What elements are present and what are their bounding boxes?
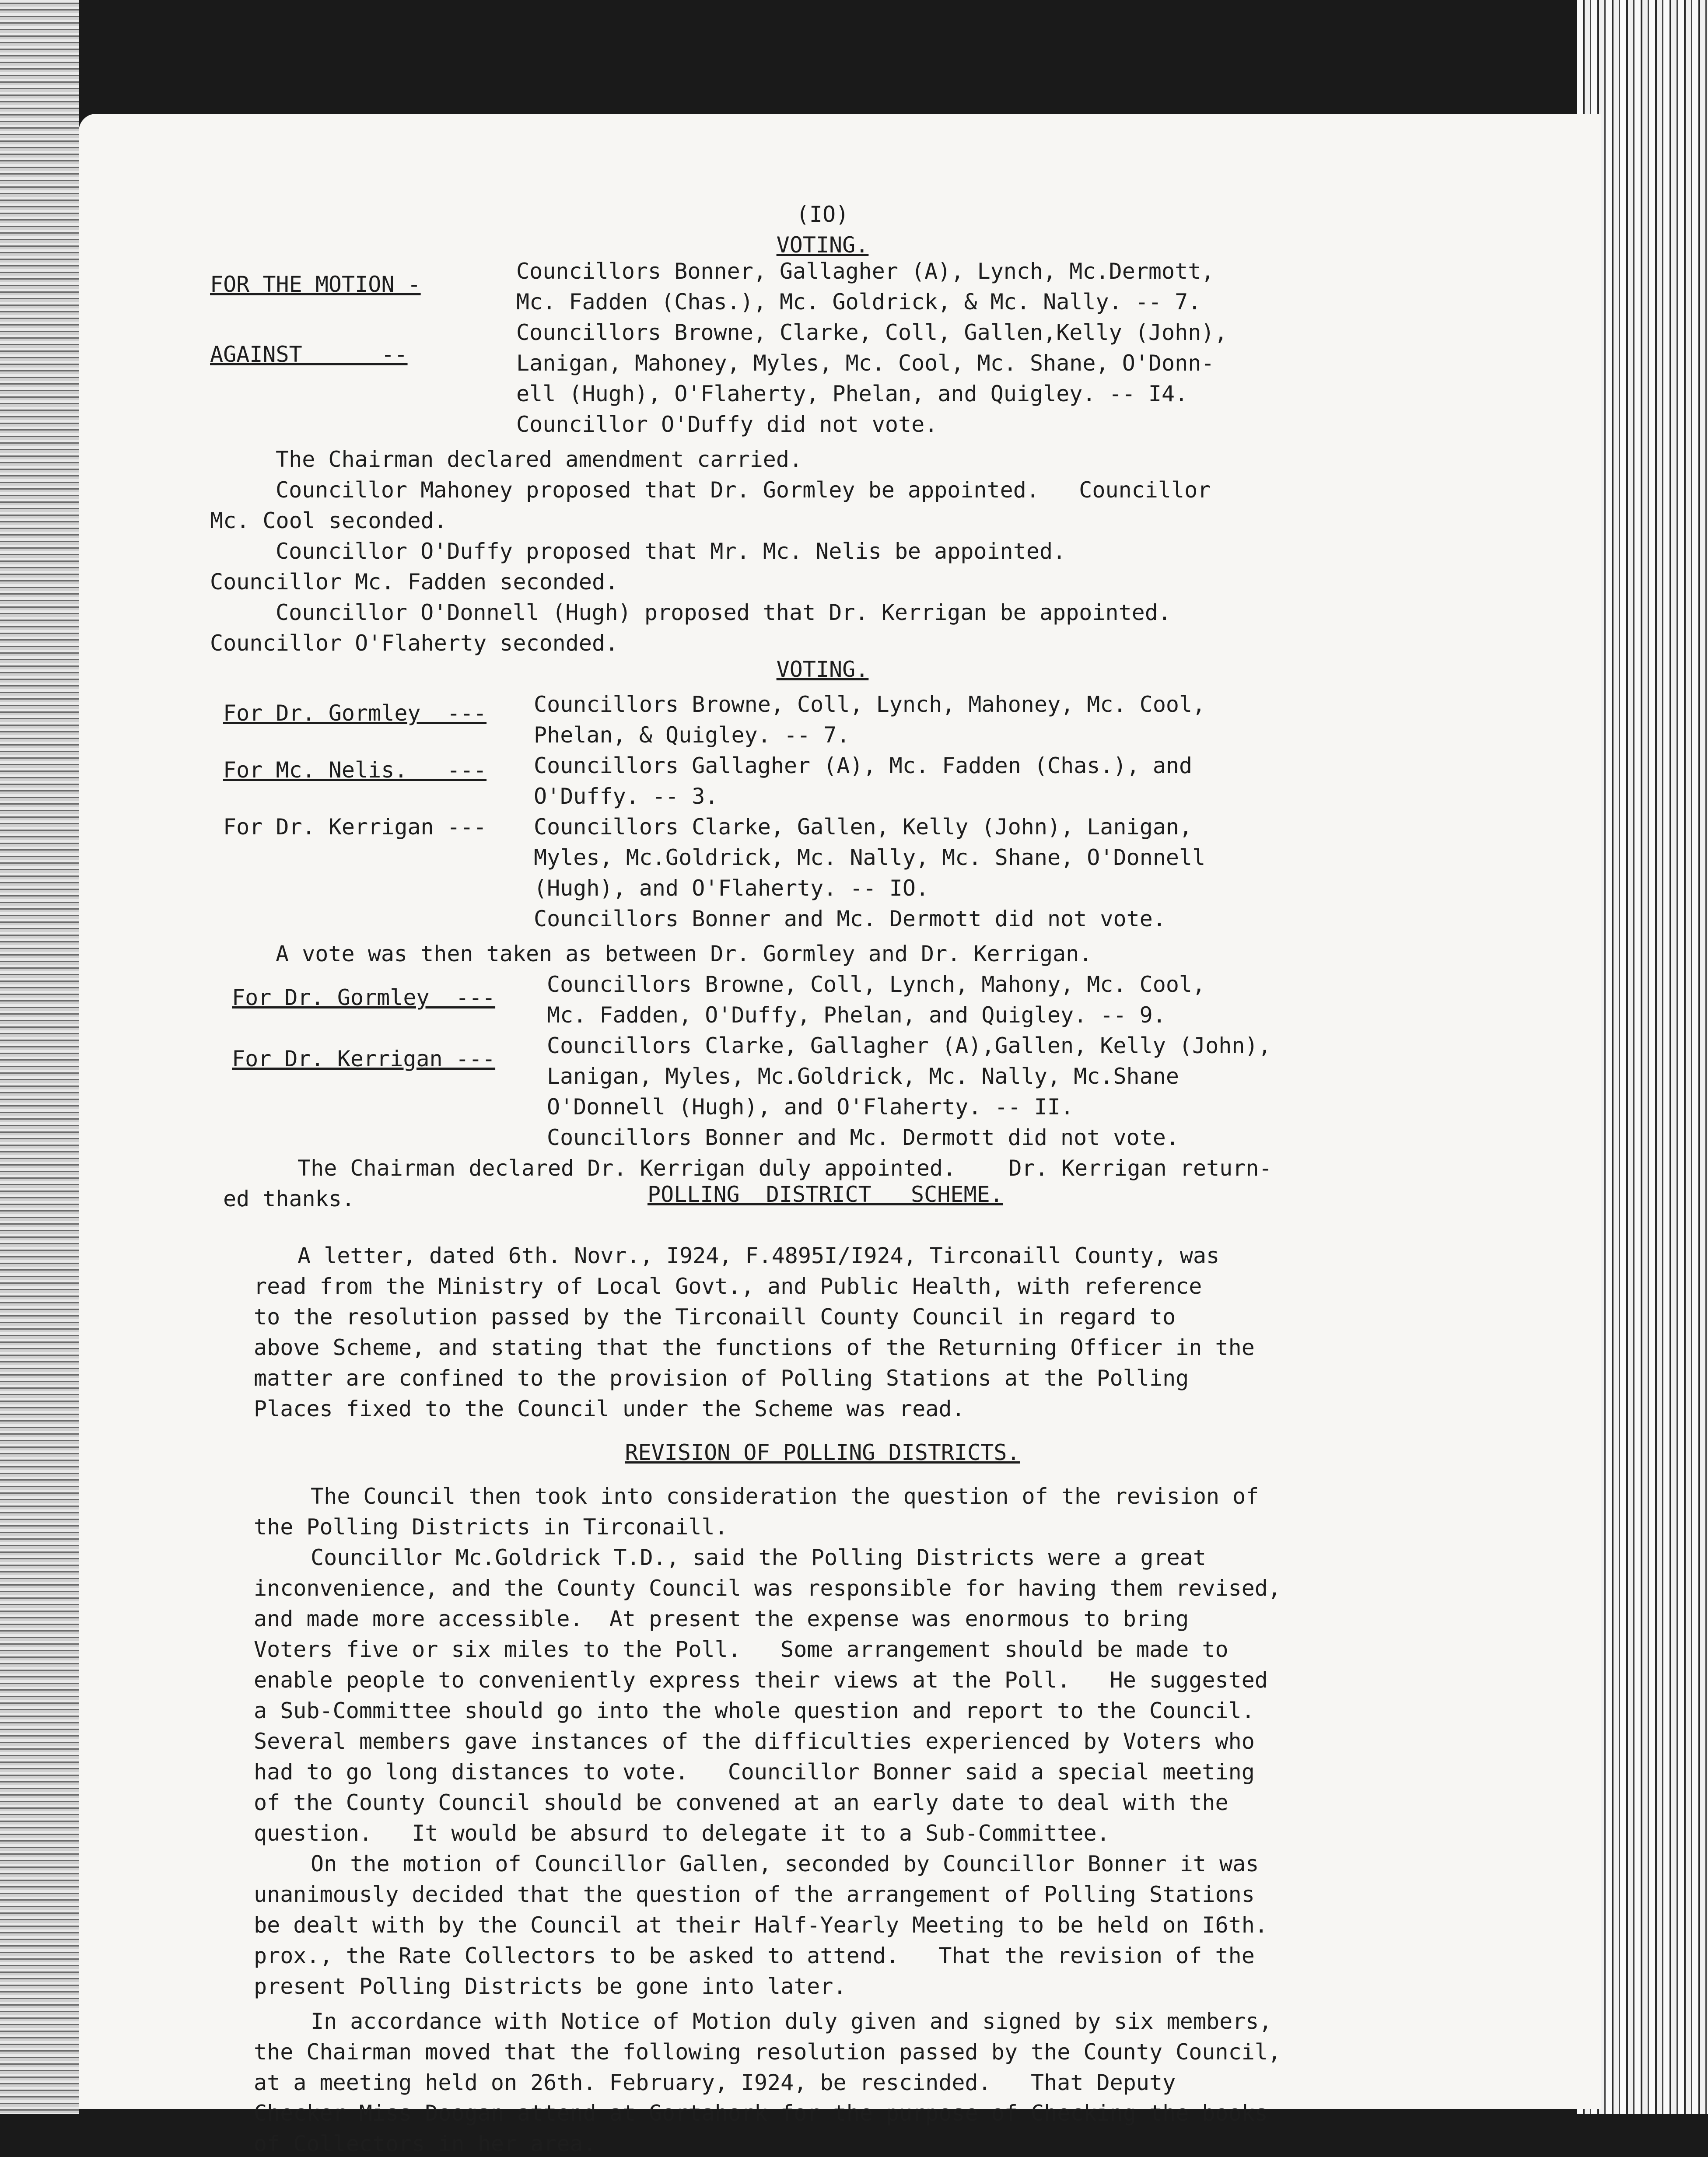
revision-line: prox., the Rate Collectors to be asked to attend. That the revision of the: [254, 1943, 1255, 1968]
polling-heading: POLLING DISTRICT SCHEME.: [648, 1182, 1003, 1207]
for-motion-label: FOR THE MOTION -: [210, 272, 421, 297]
for-kerrigan-2-label: For Dr. Kerrigan ---: [232, 1046, 496, 1071]
para1-line: Mc. Cool seconded.: [210, 508, 447, 533]
revision-line: On the motion of Councillor Gallen, seconded by Councillor Bonner it was: [311, 1851, 1259, 1877]
declared-line: The Chairman declared Dr. Kerrigan duly appointed. Dr. Kerrigan return-: [298, 1156, 1272, 1181]
against-label: AGAINST --: [210, 342, 408, 367]
vote3-line: Lanigan, Myles, Mc.Goldrick, Mc. Nally, Mc.Shane: [547, 1064, 1179, 1089]
vote2-line: Phelan, & Quigley. -- 7.: [534, 722, 850, 748]
vote1-line: Councillors Bonner, Gallagher (A), Lynch, Mc.Dermott,: [516, 259, 1214, 284]
vote3-line: Councillors Browne, Coll, Lynch, Mahony, Mc. Cool,: [547, 972, 1206, 997]
page-edge-left: [0, 0, 79, 2114]
vote2-line: Councillors Bonner and Mc. Dermott did not vote.: [534, 906, 1166, 931]
vote1-line: ell (Hugh), O'Flaherty, Phelan, and Quigley. -- I4.: [516, 381, 1188, 406]
thanks-line: ed thanks.: [223, 1186, 355, 1212]
para1-line: Councillor Mc. Fadden seconded.: [210, 569, 619, 595]
revision-line: Several members gave instances of the difficulties experienced by Voters who: [254, 1729, 1255, 1754]
between-line: A vote was then taken as between Dr. Gormley and Dr. Kerrigan.: [276, 941, 1092, 966]
vote3-line: O'Donnell (Hugh), and O'Flaherty. -- II.: [547, 1094, 1074, 1120]
revision-heading: REVISION OF POLLING DISTRICTS.: [625, 1440, 1020, 1465]
for-gormley-label: For Dr. Gormley ---: [223, 700, 487, 726]
revision-line: unanimously decided that the question of the arrangement of Polling Stations: [254, 1882, 1255, 1907]
polling-line: A letter, dated 6th. Novr., I924, F.4895I/I924, Tirconaill County, was: [298, 1243, 1220, 1268]
vote3-line: Councillors Clarke, Gallagher (A),Gallen, Kelly (John),: [547, 1033, 1271, 1058]
vote2-line: Councillors Browne, Coll, Lynch, Mahoney, Mc. Cool,: [534, 692, 1206, 717]
voting-heading-1: VOTING.: [776, 232, 869, 258]
for-nelis-label: For Mc. Nelis. ---: [223, 757, 487, 783]
polling-line: read from the Ministry of Local Govt., and Public Health, with reference: [254, 1274, 1202, 1299]
for-kerrigan-label: For Dr. Kerrigan ---: [223, 814, 487, 840]
revision-line: the Polling Districts in Tirconaill.: [254, 1514, 728, 1540]
vote1-line: Mc. Fadden (Chas.), Mc. Goldrick, & Mc. Nally. -- 7.: [516, 289, 1201, 315]
vote2-line: Councillors Gallagher (A), Mc. Fadden (Chas.), and: [534, 753, 1193, 778]
vote1-line: Councillor O'Duffy did not vote.: [516, 412, 938, 437]
vote3-line: Mc. Fadden, O'Duffy, Phelan, and Quigley. -- 9.: [547, 1002, 1166, 1028]
revision-line: and made more accessible. At present the expense was enormous to bring: [254, 1606, 1189, 1632]
para1-line: Councillor O'Donnell (Hugh) proposed that Dr. Kerrigan be appointed.: [276, 600, 1171, 625]
revision-line: question. It would be absurd to delegate it to a Sub-Committee.: [254, 1821, 1110, 1846]
voting-heading-2: VOTING.: [776, 657, 869, 682]
revision-line: Councillor Mc.Goldrick T.D., said the Polling Districts were a great: [311, 1545, 1206, 1570]
revision-line: enable people to conveniently express their views at the Poll. He suggested: [254, 1667, 1268, 1693]
polling-line: Places fixed to the Council under the Scheme was read.: [254, 1396, 965, 1422]
revision-line: Voters five or six miles to the Poll. Some arrangement should be made to: [254, 1637, 1228, 1662]
notice-line: of Collectors in her area.: [254, 2131, 596, 2157]
notice-line: In accordance with Notice of Motion duly given and signed by six members,: [311, 2009, 1272, 2034]
revision-line: The Council then took into consideration the question of the revision of: [311, 1484, 1259, 1509]
vote1-line: Lanigan, Mahoney, Myles, Mc. Cool, Mc. Shane, O'Donn-: [516, 350, 1214, 376]
document-page: [79, 114, 1601, 2126]
para1-line: Councillor O'Flaherty seconded.: [210, 630, 619, 656]
vote2-line: Myles, Mc.Goldrick, Mc. Nally, Mc. Shane, O'Donnell: [534, 845, 1206, 870]
notice-line: Checker Miss Doogan attend at Gortahork for the purpose of Checking the books: [254, 2101, 1268, 2126]
notice-line: the Chairman moved that the following resolution passed by the County Council,: [254, 2039, 1281, 2065]
revision-line: a Sub-Committee should go into the whole question and report to the Council.: [254, 1698, 1255, 1723]
vote2-line: Councillors Clarke, Gallen, Kelly (John), Lanigan,: [534, 814, 1193, 840]
revision-line: present Polling Districts be gone into later.: [254, 1974, 847, 1999]
vote3-line: Councillors Bonner and Mc. Dermott did not vote.: [547, 1125, 1179, 1150]
polling-line: to the resolution passed by the Tirconaill County Council in regard to: [254, 1304, 1176, 1330]
revision-line: of the County Council should be convened at an early date to deal with the: [254, 1790, 1228, 1815]
polling-line: matter are confined to the provision of Polling Stations at the Polling: [254, 1366, 1189, 1391]
vote2-line: O'Duffy. -- 3.: [534, 784, 718, 809]
para1-line: The Chairman declared amendment carried.: [276, 447, 803, 472]
page-number: (IO): [796, 202, 849, 227]
vote2-line: (Hugh), and O'Flaherty. -- IO.: [534, 875, 929, 901]
para1-line: Councillor O'Duffy proposed that Mr. Mc. Nelis be appointed.: [276, 539, 1066, 564]
revision-line: be dealt with by the Council at their Half-Yearly Meeting to be held on I6th.: [254, 1912, 1268, 1938]
polling-line: above Scheme, and stating that the functions of the Returning Officer in the: [254, 1335, 1255, 1360]
revision-line: inconvenience, and the County Council was responsible for having them revised,: [254, 1576, 1281, 1601]
para1-line: Councillor Mahoney proposed that Dr. Gormley be appointed. Councillor: [276, 477, 1211, 503]
for-gormley-2-label: For Dr. Gormley ---: [232, 985, 496, 1010]
vote1-line: Councillors Browne, Clarke, Coll, Gallen,Kelly (John),: [516, 320, 1228, 345]
revision-line: had to go long distances to vote. Councillor Bonner said a special meeting: [254, 1759, 1255, 1785]
notice-line: at a meeting held on 26th. February, I924, be rescinded. That Deputy: [254, 2070, 1176, 2095]
